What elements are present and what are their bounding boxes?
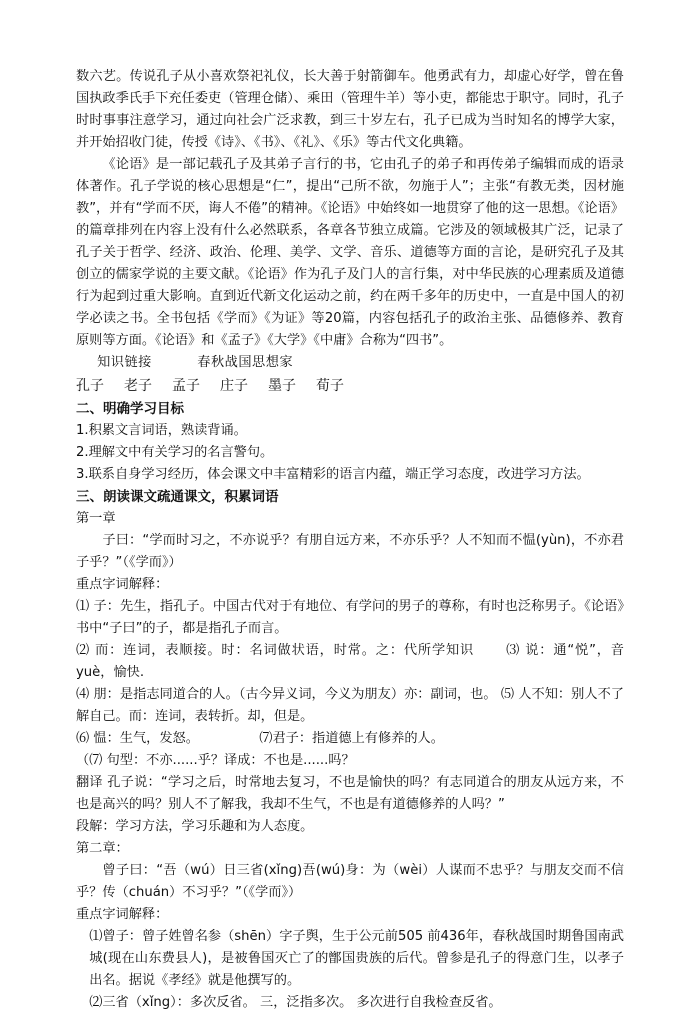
chapter-2-note: ⑵三省（xǐng）：多次反省。 三，泛指多次。 多次进行自我检查反省。	[89, 995, 502, 1010]
chapter-1-note: ⑷ 朋：是指志同道合的人。（古今异义词，今义为朋友）亦：副词，也。 ⑸ 人不知：别人不了解自己。而：连词，表转折。却，但是。	[76, 687, 624, 724]
intro-paragraph-2: 《论语》是一部记载孔子及其弟子言行的书，它由孔子的弟子和再传弟子编辑而成的语录体著作。孔子学说的核心思想是“仁”，提出“己所不欲，勿施于人”；主张“有教无类，因材施教”，并有“学而不厌，诲人不倦”的精神。《论语》中始终如一地贯穿了他的这一思想。《论语》的篇章排列在内容上没有什么必然联系，各章各节独立成篇。它涉及的领域极其广泛，记录了孔子关于哲学、经济、政治、伦理、美学、文学、音乐、道德等方面的言论，是研究孔子及其创立的儒家学说的主要文献。《论语》作为孔子及门人的言行集，对中华民族的心理素质及道德行为起到过重大影响。直到近代新文化运动之前，约在两千多年的历史中，一直是中国人的初学必读之书。全书包括《学而》《为证》等20篇，内容包括孔子的政治主张、品德修养、教育原则等方面。《论语》和《孟子》《大学》《中庸》合称为“四书”。	[76, 157, 624, 348]
thinker-item: 孟子	[172, 378, 200, 394]
note-3: ⑶ 说：通“悦”，音 yuè，愉快.	[76, 643, 624, 680]
thinker-item: 荀子	[316, 378, 344, 394]
intro-paragraph-1: 数六艺。传说孔子从小喜欢祭祀礼仪，长大善于射箭御车。他勇武有力，却虚心好学，曾在鲁国执政季氏手下充任委吏（管理仓储）、乘田（管理牛羊）等小吏，都能忠于职守。同时，孔子时时事事注意学习，通过向社会广泛求教，到三十岁左右，孔子已成为当时知名的博学大家，并开始招收门徒，传授《诗》、《书》、《礼》、《乐》等古代文化典籍。	[76, 69, 624, 150]
chapter-1-note: （⑺ 句型：不亦......乎？译成：不也是......吗？	[76, 753, 355, 768]
knowledge-topic: 春秋战国思想家	[197, 355, 294, 370]
note-7: ⑺君子：指道德上有修养的人。	[259, 731, 444, 746]
chapter-1-text: 子曰：“学而时习之，不亦说乎？有朋自远方来，不亦乐乎？人不知而不愠(yùn)，不亦君子乎？”（《学而》）	[76, 533, 624, 570]
chapter-2-note: ⑴曾子：曾子姓曾名参（shēn）字子舆，生于公元前505 前436年，春秋战国时期鲁国南武城(现在山东费县人)，是被鲁国灭亡了的鄫国贵族的后代。曾参是孔子的得意门生，以孝子出名。据说《孝经》就是他撰写的。	[89, 929, 624, 988]
goal-item: 3.联系自身学习经历，体会课文中丰富精彩的语言内蕴，端正学习态度，改进学习方法。	[76, 467, 590, 482]
section-3-heading: 三、朗读课文疏通课文，积累词语	[76, 489, 279, 505]
knowledge-link	[76, 352, 624, 374]
chapter-2-heading: 第二章：	[76, 841, 129, 856]
chapter-1-note: ⑴ 子：先生，指孔子。中国古代对于有地位、有学问的男子的尊称，有时也泛称男子。《论语》书中“子曰”的子，都是指孔子而言。	[76, 599, 624, 636]
chapter-2-notes-title: 重点字词解释：	[76, 907, 169, 922]
thinker-item: 孔子	[76, 378, 104, 394]
goal-item: 1.积累文言词语，熟读背诵。	[76, 423, 247, 438]
knowledge-label: 知识链接	[97, 355, 152, 370]
section-2-heading: 二、明确学习目标	[76, 401, 184, 417]
document-page	[76, 66, 624, 1014]
note-6: ⑹ 愠：生气，发怒。	[76, 731, 199, 746]
chapter-1-translation: 翻译 孔子说：“学习之后，时常地去复习，不也是愉快的吗？有志同道合的朋友从远方来，不也是高兴的吗？别人不了解我，我却不生气，不也是有道德修养的人吗？”	[76, 775, 624, 812]
chapter-1-note	[76, 640, 624, 684]
chapter-1-summary: 段解：学习方法，学习乐趣和为人态度。	[76, 819, 314, 834]
chapter-1-heading: 第一章	[76, 511, 116, 526]
goal-item: 2.理解文中有关学习的名言警句。	[76, 445, 274, 460]
thinker-item: 墨子	[268, 378, 296, 394]
thinker-item: 老子	[124, 378, 152, 394]
note-2: ⑵ 而：连词，表顺接。时：名词做状语，时常。之：代所学知识	[76, 643, 475, 658]
thinker-item: 庄子	[220, 378, 248, 394]
chapter-2-text: 曾子曰：“吾（wú）日三省(xǐng)吾(wú)身：为（wèi）人谋而不忠乎？与朋友交而不信乎？传（chuán）不习乎？”（《学而》）	[76, 863, 624, 900]
thinkers-list	[76, 374, 624, 398]
chapter-1-note	[76, 728, 624, 750]
chapter-1-notes-title: 重点字词解释：	[76, 577, 169, 592]
